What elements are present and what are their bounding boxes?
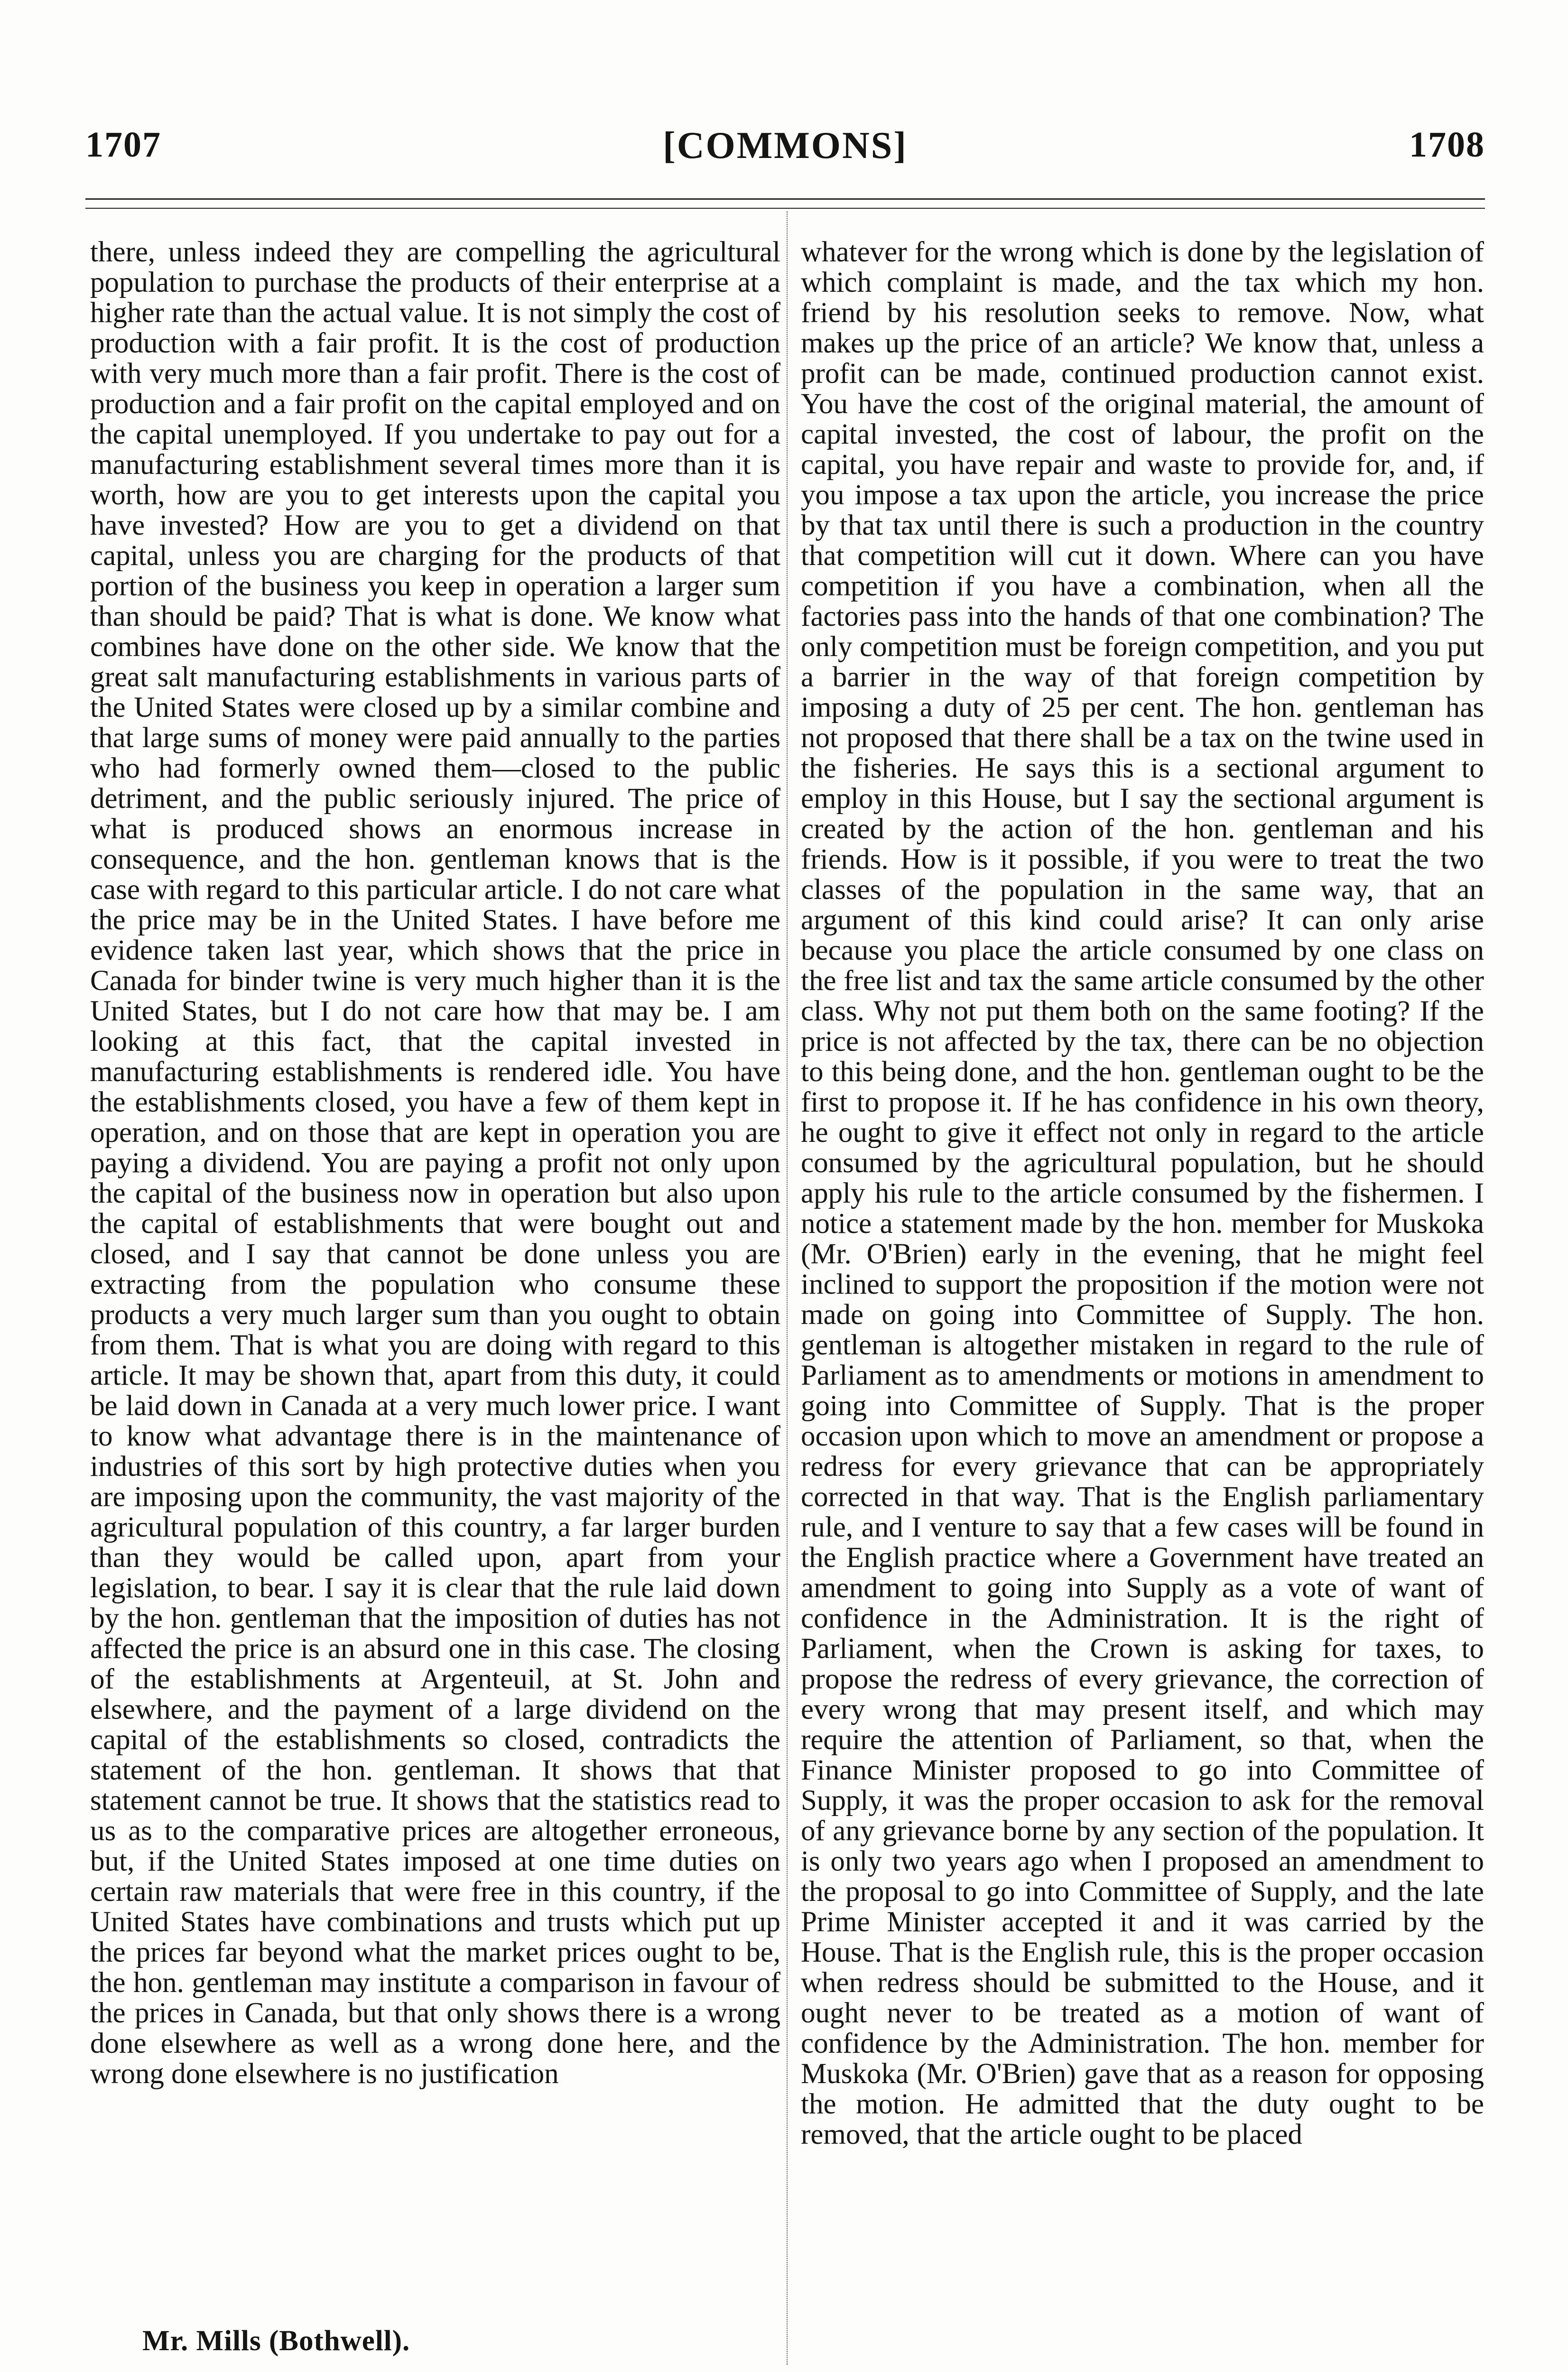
left-page-number: 1707 [85, 125, 161, 165]
left-column-text: there, unless indeed they are compelling the agricultural population to purchase the products of their enterprise at a higher rate than the actual value. It is not simply the cost of production with a fair profit. It is the cost of production with very much more than a fair profit. There is the cost of production and a fair profit on the capital employed and on the capital unemployed. If you undertake to pay out for a manufacturing establishment several times more than it is worth, how are you to get interests upon the capital you have invested? How are you to get a dividend on that capital, unless you are charging for the products of that portion of the business you keep in operation a larger sum than should be paid? That is what is done. We know what combines have done on the other side. We know that the great salt manufacturing establishments in various parts of the United States were closed up by a similar combine and that large sums of money were paid annually to the parties who had formerly owned them—closed to the public detriment, and the public seriously injured. The price of what is produced shows an enormous increase in consequence, and the hon. gentleman knows that is the case with regard to this particular article. I do not care what the price may be in the United States. I have before me evidence taken last year, which shows that the price in Canada for binder twine is very much higher than it is the United States, but I do not care how that may be. I am looking at this fact, that the capital invested in manufacturing establishments is rendered idle. You have the establishments closed, you have a few of them kept in operation, and on those that are kept in operation you are paying a dividend. You are paying a profit not only upon the capital of the business now in operation but also upon the capital of establishments that were bought out and closed, and I say that cannot be done unless you are extracting from the population who consume these products a very much larger sum than you ought to obtain from them. That is what you are doing with regard to this article. It may be shown that, apart from this duty, it could be laid down in Canada at a very much lower price. I want to know what advantage there is in the maintenance of industries of this sort by high protective duties when you are imposing upon the community, the vast majority of the agricultural population of this country, a far larger burden than they would be called upon, apart from your legislation, to bear. I say it is clear that the rule laid down by the hon. gentleman that the imposition of duties has not affected the price is an absurd one in this case. The closing of the establishments at Argenteuil, at St. John and elsewhere, and the payment of a large dividend on the capital of the establishments so closed, contradicts the statement of the hon. gentleman. It shows that that statement cannot be true. It shows that the statistics read to us as to the comparative prices are altogether erroneous, but, if the United States imposed at one time duties on certain raw materials that were free in this country, if the United States have combinations and trusts which put up the prices far beyond what the market prices ought to be, the hon. gentleman may institute a comparison in favour of the prices in Canada, but that only shows there is a wrong done elsewhere as well as a wrong done here, and the wrong done elsewhere is no justification [90, 236, 780, 2090]
right-column-text: whatever for the wrong which is done by the legislation of which complaint is made, and the tax which my hon. friend by his resolution seeks to remove. Now, what makes up the price of an article? We know that, unless a profit can be made, continued production cannot exist. You have the cost of the original material, the amount of capital invested, the cost of labour, the profit on the capital, you have repair and waste to provide for, and, if you impose a tax upon the article, you increase the price by that tax until there is such a production in the country that competition will cut it down. Where can you have competition if you have a combination, when all the factories pass into the hands of that one combination? The only competition must be foreign competition, and you put a barrier in the way of that foreign competition by imposing a duty of 25 per cent. The hon. gentleman has not proposed that there shall be a tax on the twine used in the fisheries. He says this is a sectional argument to employ in this House, but I say the sectional argument is created by the action of the hon. gentleman and his friends. How is it possible, if you were to treat the two classes of the population in the same way, that an argument of this kind could arise? It can only arise because you place the article consumed by one class on the free list and tax the same article consumed by the other class. Why not put them both on the same footing? If the price is not affected by the tax, there can be no objection to this being done, and the hon. gentleman ought to be the first to propose it. If he has confidence in his own theory, he ought to give it effect not only in regard to the article consumed by the agricultural population, but he should apply his rule to the article consumed by the fishermen. I notice a statement made by the hon. member for Muskoka (Mr. O'Brien) early in the evening, that he might feel inclined to support the proposition if the motion were not made on going into Committee of Supply. The hon. gentleman is altogether mistaken in regard to the rule of Parliament as to amendments or motions in amendment to going into Committee of Supply. That is the proper occasion upon which to move an amendment or propose a redress for every grievance that can be appropriately corrected in that way. That is the English parliamentary rule, and I venture to say that a few cases will be found in the English practice where a Government have treated an amendment to going into Supply as a vote of want of confidence in the Administration. It is the right of Parliament, when the Crown is asking for taxes, to propose the redress of every grievance, the correction of every wrong that may present itself, and which may require the attention of Parliament, so that, when the Finance Minister proposed to go into Committee of Supply, it was the proper occasion to ask for the removal of any grievance borne by any section of the population. It is only two years ago when I proposed an amendment to the proposal to go into Committee of Supply, and the late Prime Minister accepted it and it was carried by the House. That is the English rule, this is the proper occasion when redress should be submitted to the House, and it ought never to be treated as a motion of want of confidence by the Administration. The hon. member for Muskoka (Mr. O'Brien) gave that as a reason for opposing the motion. He admitted that the duty ought to be removed, that the article ought to be placed [801, 236, 1484, 2150]
speaker-footer: Mr. Mills (Bothwell). [142, 2325, 410, 2357]
column-divider [787, 211, 788, 2365]
right-page-number: 1708 [1409, 125, 1485, 165]
header-rule-secondary [85, 208, 1485, 209]
right-column [801, 237, 1484, 2150]
page-header [85, 124, 1485, 181]
running-title: [COMMONS] [663, 125, 908, 167]
header-rule [85, 198, 1485, 200]
left-column [90, 237, 780, 2089]
